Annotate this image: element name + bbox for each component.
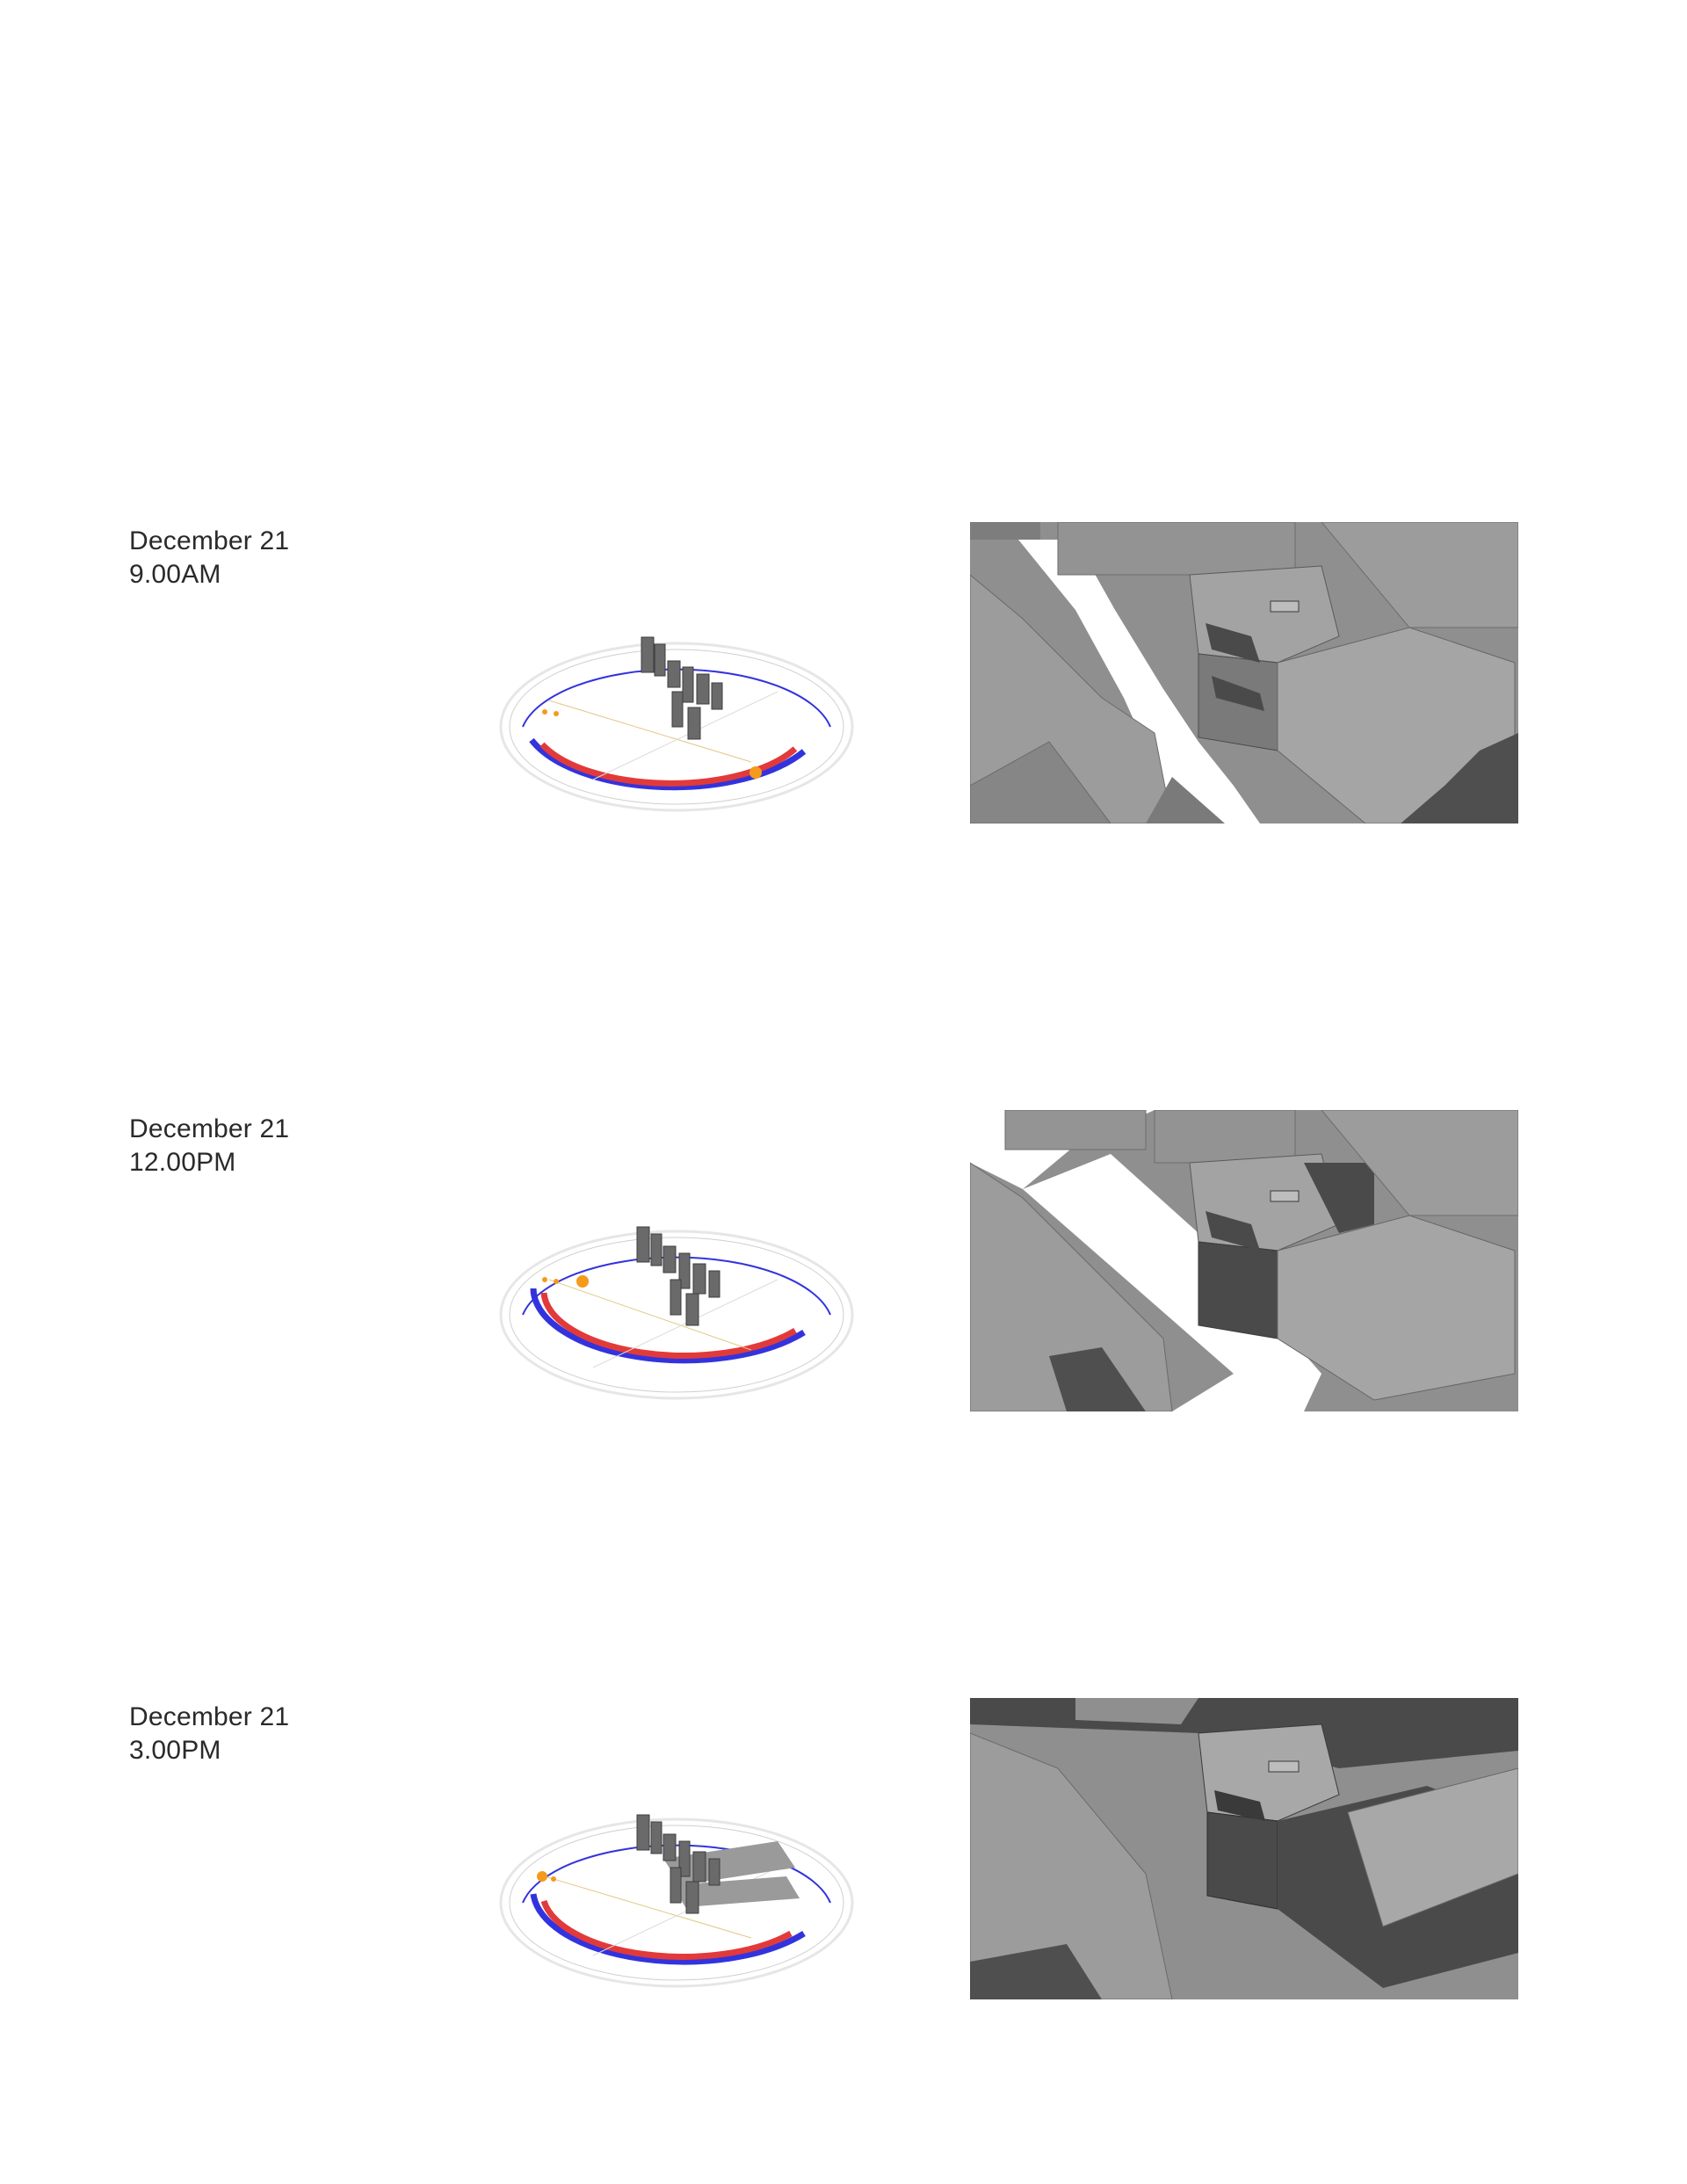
shadow-render (970, 1110, 1518, 1411)
shadow-render (970, 522, 1518, 824)
sun-path-diagram (488, 1736, 857, 2008)
shadow-study-3pm (0, 1701, 1687, 2052)
study-time: 3.00PM (129, 1736, 221, 1765)
study-caption (129, 1701, 289, 1767)
study-caption (129, 525, 289, 591)
shadow-study-12pm (0, 1113, 1687, 1464)
shadow-study-9am (0, 525, 1687, 876)
study-date: December 21 (129, 1702, 290, 1731)
sun-path-diagram (488, 1148, 857, 1420)
sun-path-diagram (488, 560, 857, 832)
study-time: 12.00PM (129, 1148, 236, 1177)
study-caption (129, 1113, 289, 1179)
sun-marker-icon (576, 1275, 589, 1288)
sun-marker-icon (749, 766, 762, 779)
study-time: 9.00AM (129, 560, 221, 589)
sun-marker-icon (537, 1871, 547, 1882)
study-date: December 21 (129, 526, 290, 555)
shadow-render (970, 1698, 1518, 1999)
study-date: December 21 (129, 1114, 290, 1143)
